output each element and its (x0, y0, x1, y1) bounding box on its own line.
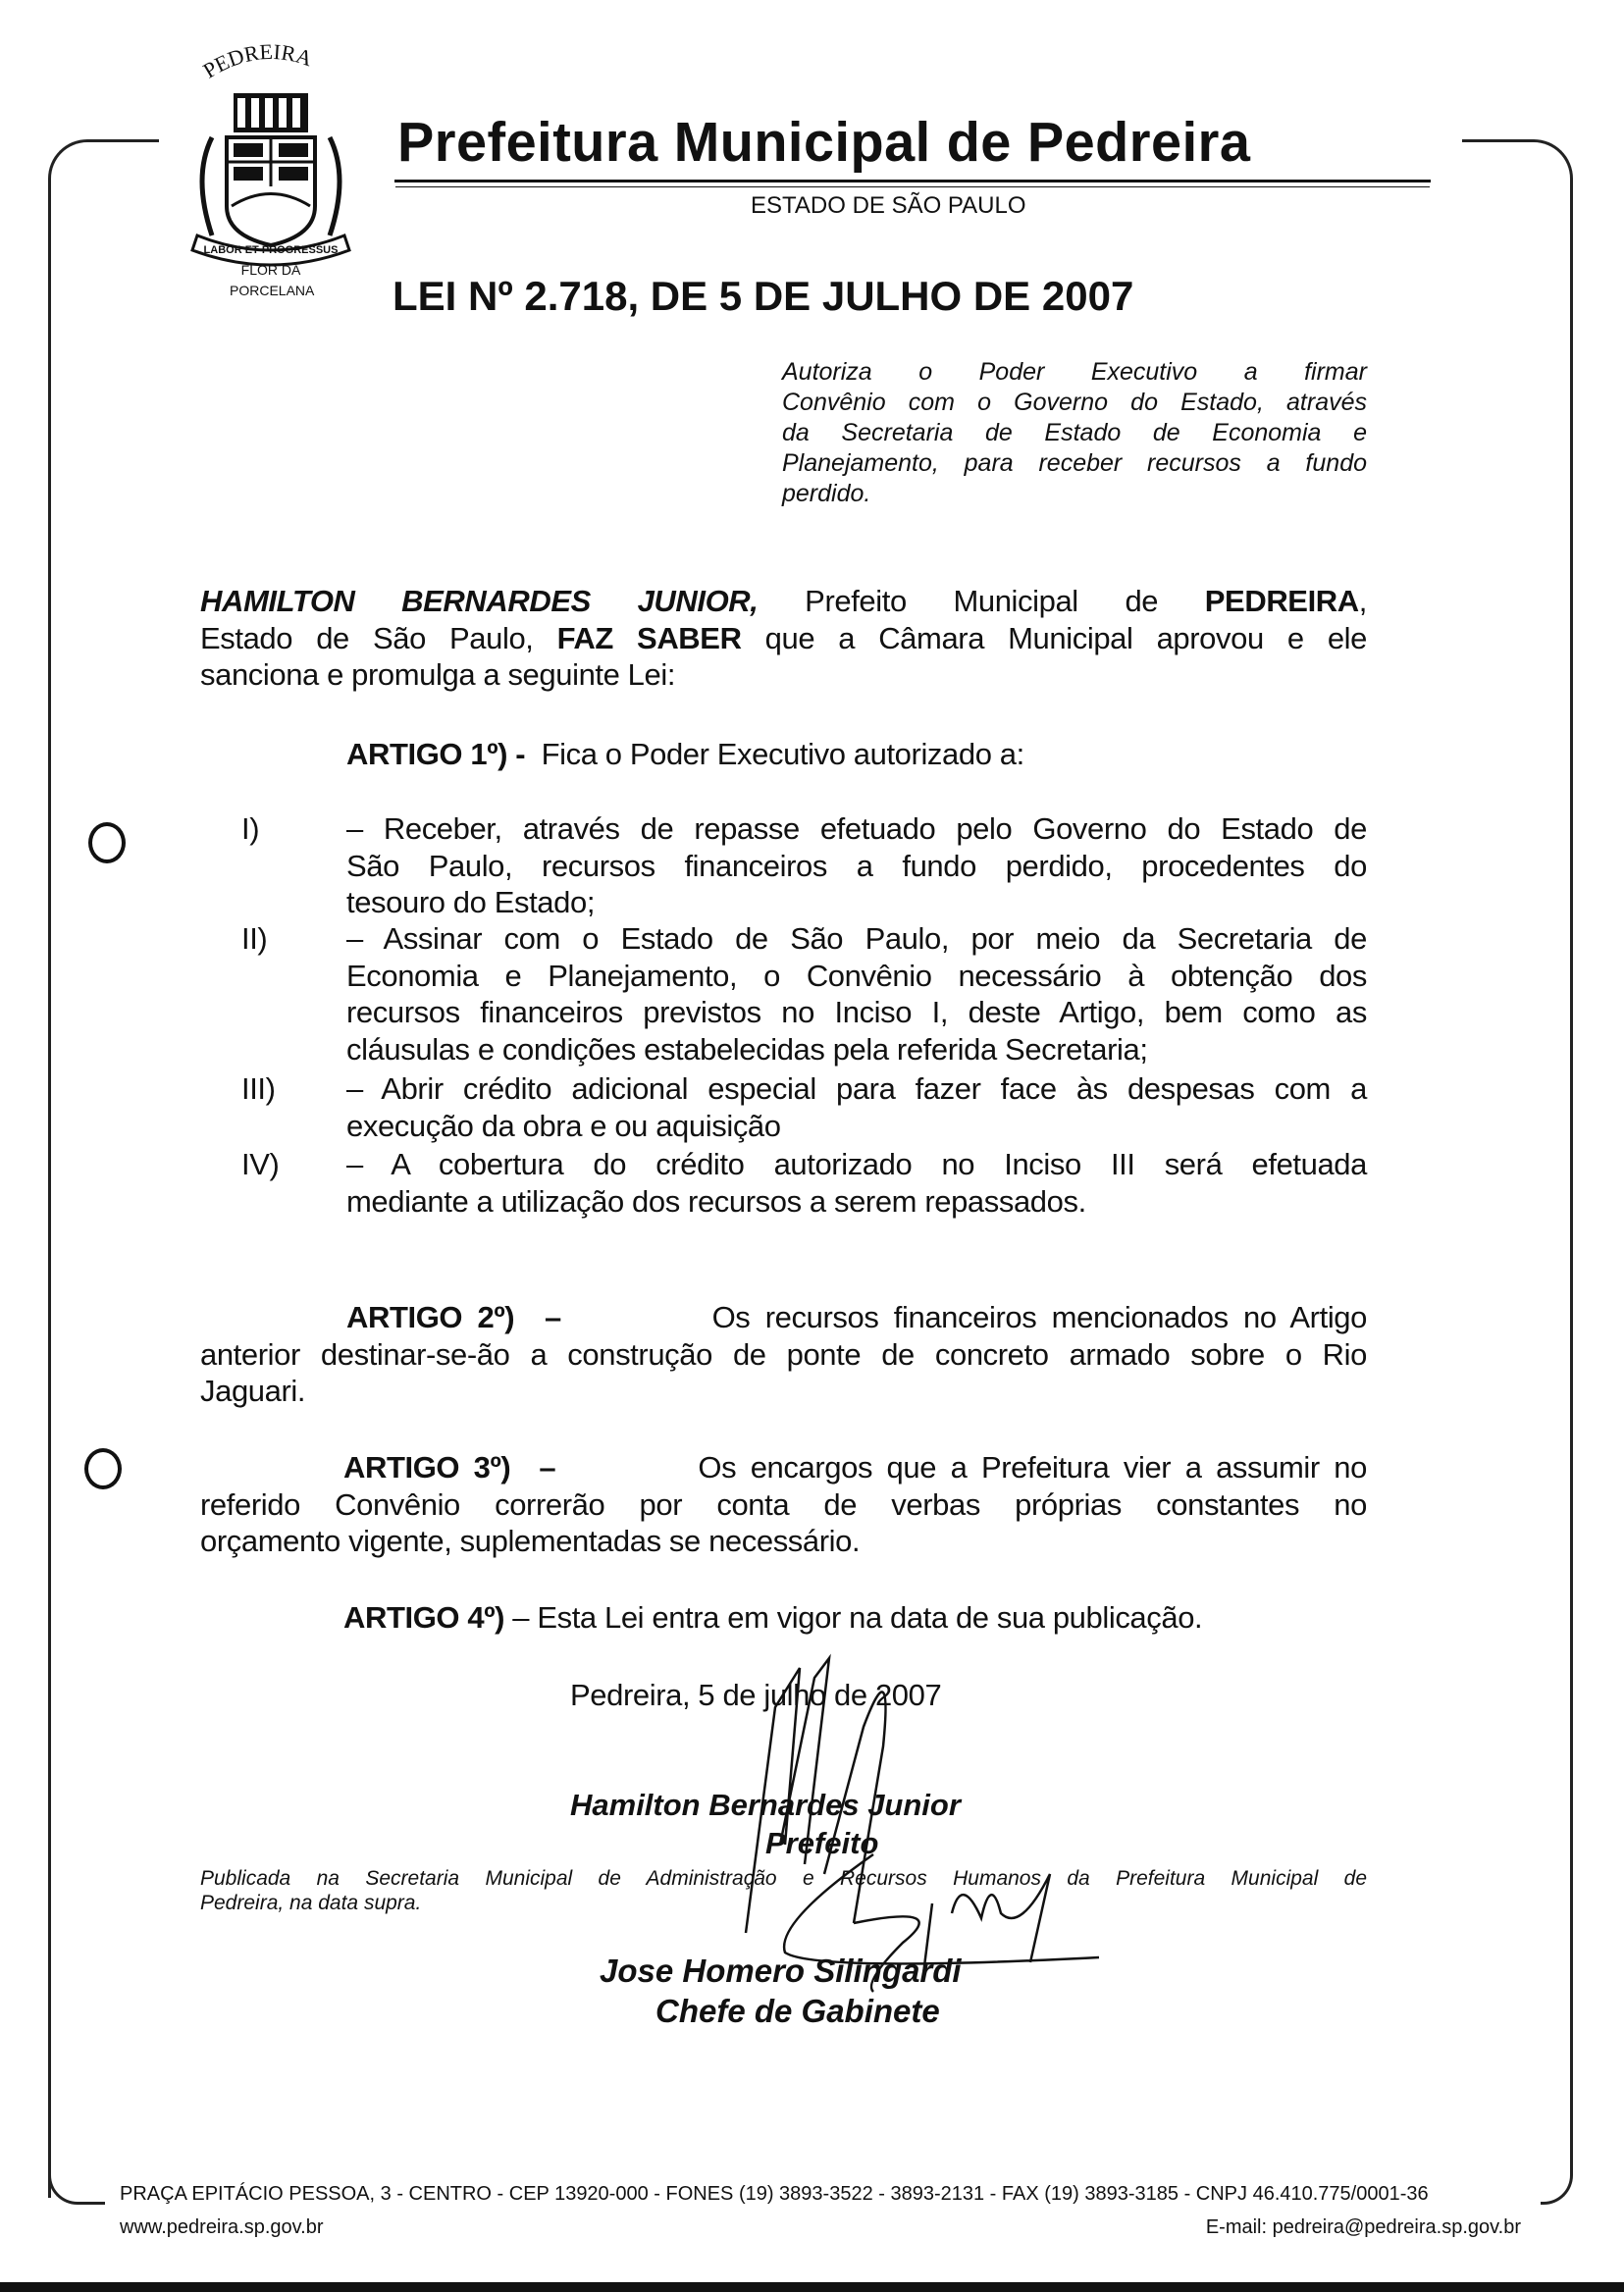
text-line (346, 736, 1024, 773)
text-segment: – Receber, através de repasse efetuado pelo Governo do Estado de (346, 811, 1367, 846)
footer-email[interactable]: E-mail: pedreira@pedreira.sp.gov.br (1205, 2216, 1521, 2238)
text-line (200, 583, 1367, 620)
signer2-role: Chefe de Gabinete (655, 1993, 940, 2029)
text-segment: PRAÇA EPITÁCIO PESSOA, 3 - CENTRO - CEP 13920-000 - FONES (19) 3893-3522 - 3893-2131 - FAX (19) 3893-3185 - CNPJ 46.410.775/0001-36 (120, 2183, 1429, 2205)
text-line (346, 848, 1367, 885)
text-line (346, 810, 1367, 848)
text-line (200, 1523, 1367, 1560)
text-segment: Pedreira, na data supra. (200, 1892, 422, 1914)
text-segment: da Secretaria de Estado de Economia e (782, 419, 1367, 446)
text-segment: Planejamento, para receber recursos a fundo (782, 449, 1367, 477)
text-segment: Economia e Planejamento, o Convênio necessário à obtenção dos (346, 958, 1367, 993)
text-line (346, 884, 1367, 921)
text-line (782, 357, 1367, 388)
text-segment: sanciona e promulga a seguinte Lei: (200, 657, 676, 692)
text-line (346, 1146, 1367, 1183)
svg-text:FLOR DA: FLOR DA (240, 262, 301, 278)
text-line (200, 656, 1367, 694)
intro-paragraph (200, 583, 1367, 694)
text-segment: Autoriza o Poder Executivo a firmar (782, 358, 1367, 386)
text-line (200, 1299, 1367, 1336)
text-segment: HAMILTON BERNARDES JUNIOR, (200, 584, 759, 618)
text-segment: Os recursos financeiros mencionados no Artigo (560, 1300, 1367, 1334)
text-segment: que a Câmara Municipal aprovou e ele (741, 620, 1367, 655)
page-frame-right (1570, 196, 1573, 2159)
text-segment: Convênio com o Governo do Estado, através (782, 389, 1367, 416)
item-text (346, 1146, 1367, 1220)
municipal-coat-of-arms-logo (173, 39, 369, 298)
text-segment: mediante a utilização dos recursos a serem repassados. (346, 1183, 1086, 1219)
text-line (343, 1599, 1202, 1637)
text-segment: – Abrir crédito adicional especial para fazer face às despesas com a (346, 1071, 1367, 1106)
text-line (782, 388, 1367, 418)
signer1-name: Hamilton Bernardes Junior (570, 1788, 961, 1822)
text-segment: ARTIGO 1º) - (346, 737, 526, 771)
item-text (346, 810, 1367, 921)
text-segment: – Assinar com o Estado de São Paulo, por meio da Secretaria de (346, 921, 1367, 956)
text-segment: PEDREIRA (1204, 584, 1359, 618)
item-marker-circle-icon (88, 822, 126, 863)
item-numeral: III) (241, 1071, 276, 1106)
text-line (346, 1031, 1367, 1068)
text-segment: perdido. (782, 480, 871, 507)
text-segment: ARTIGO 4º) (343, 1600, 505, 1635)
text-segment: orçamento vigente, suplementadas se necessário. (200, 1524, 861, 1558)
text-line (346, 994, 1367, 1031)
page-frame-bottom-right (1541, 2159, 1573, 2205)
text-segment: cláusulas e condições estabelecidas pela referida Secretaria; (346, 1031, 1148, 1067)
footer-address (120, 2182, 1521, 2206)
text-segment: São Paulo, recursos financeiros a fundo perdido, procedentes do (346, 848, 1367, 883)
text-line (782, 448, 1367, 479)
item-numeral: IV) (241, 1147, 280, 1181)
text-segment: execução da obra e ou aquisição (346, 1108, 781, 1143)
text-segment: , (1358, 584, 1367, 618)
text-line (200, 1449, 1367, 1486)
text-line (200, 1336, 1367, 1374)
text-segment: Publicada na Secretaria Municipal de Administração e Recursos Humanos da Prefeitura Municipal de (200, 1867, 1367, 1890)
svg-text:PEDREIRA: PEDREIRA (198, 39, 316, 83)
page-frame-bottom-left (48, 2159, 105, 2205)
header-state: ESTADO DE SÃO PAULO (751, 192, 1026, 219)
text-segment: FAZ SABER (556, 620, 742, 655)
text-line (200, 620, 1367, 657)
page-frame-top-right (1462, 139, 1573, 201)
text-segment: Os encargos que a Prefeitura vier a assumir no (555, 1450, 1367, 1485)
law-summary (782, 357, 1367, 509)
text-segment: ARTIGO 3º) – (343, 1450, 556, 1485)
coat-of-arms-icon (173, 39, 369, 285)
article-4 (343, 1599, 1202, 1637)
logo-caption: PORCELANA (230, 283, 315, 298)
law-title: LEI Nº 2.718, DE 5 DE JULHO DE 2007 (393, 273, 1134, 319)
article-1 (346, 736, 1024, 773)
text-line (346, 1183, 1367, 1221)
text-segment: anterior destinar-se-ão a construção de ponte de concreto armado sobre o Rio (200, 1336, 1367, 1372)
header-title: Prefeitura Municipal de Pedreira (397, 111, 1251, 174)
text-line (346, 1070, 1367, 1108)
text-segment: recursos financeiros previstos no Inciso I, deste Artigo, bem como as (346, 995, 1367, 1029)
text-segment: – Esta Lei entra em vigor na data de sua publicação. (504, 1600, 1203, 1635)
text-line (782, 479, 1367, 509)
header-double-rule (394, 180, 1431, 182)
text-segment: ARTIGO 2º) – (346, 1300, 561, 1334)
footer-website[interactable]: www.pedreira.sp.gov.br (120, 2216, 324, 2238)
text-segment: – A cobertura do crédito autorizado no Inciso III será efetuada (346, 1147, 1367, 1181)
text-segment: Estado de São Paulo, (200, 620, 557, 655)
article-3 (200, 1449, 1367, 1560)
text-line (782, 418, 1367, 448)
text-line (200, 1486, 1367, 1524)
text-line (200, 1373, 1367, 1410)
page-frame-top-left (48, 139, 159, 201)
date-line: Pedreira, 5 de julho de 2007 (570, 1678, 942, 1712)
text-segment: Prefeito Municipal de (758, 584, 1205, 618)
text-line (120, 2182, 1521, 2206)
text-line (346, 958, 1367, 995)
article-2 (200, 1299, 1367, 1410)
item-text (346, 1070, 1367, 1144)
item-numeral: II) (241, 921, 268, 956)
text-segment: tesouro do Estado; (346, 885, 596, 919)
item-numeral: I) (241, 811, 260, 846)
text-segment: referido Convênio correrão por conta de verbas próprias constantes no (200, 1486, 1367, 1522)
signer2-name: Jose Homero Silingardi (600, 1953, 962, 1989)
item-text (346, 920, 1367, 1068)
svg-text:LABOR ET PROGRESSUS: LABOR ET PROGRESSUS (203, 244, 339, 256)
item-marker-circle-icon (84, 1448, 122, 1489)
text-line (346, 920, 1367, 958)
scan-bottom-edge (0, 2282, 1624, 2292)
text-segment: Fica o Poder Executivo autorizado a: (525, 737, 1024, 771)
signer1-role: Prefeito (765, 1826, 879, 1860)
page-frame-left (48, 196, 51, 2198)
text-line (346, 1108, 1367, 1145)
text-segment: Jaguari. (200, 1374, 306, 1408)
